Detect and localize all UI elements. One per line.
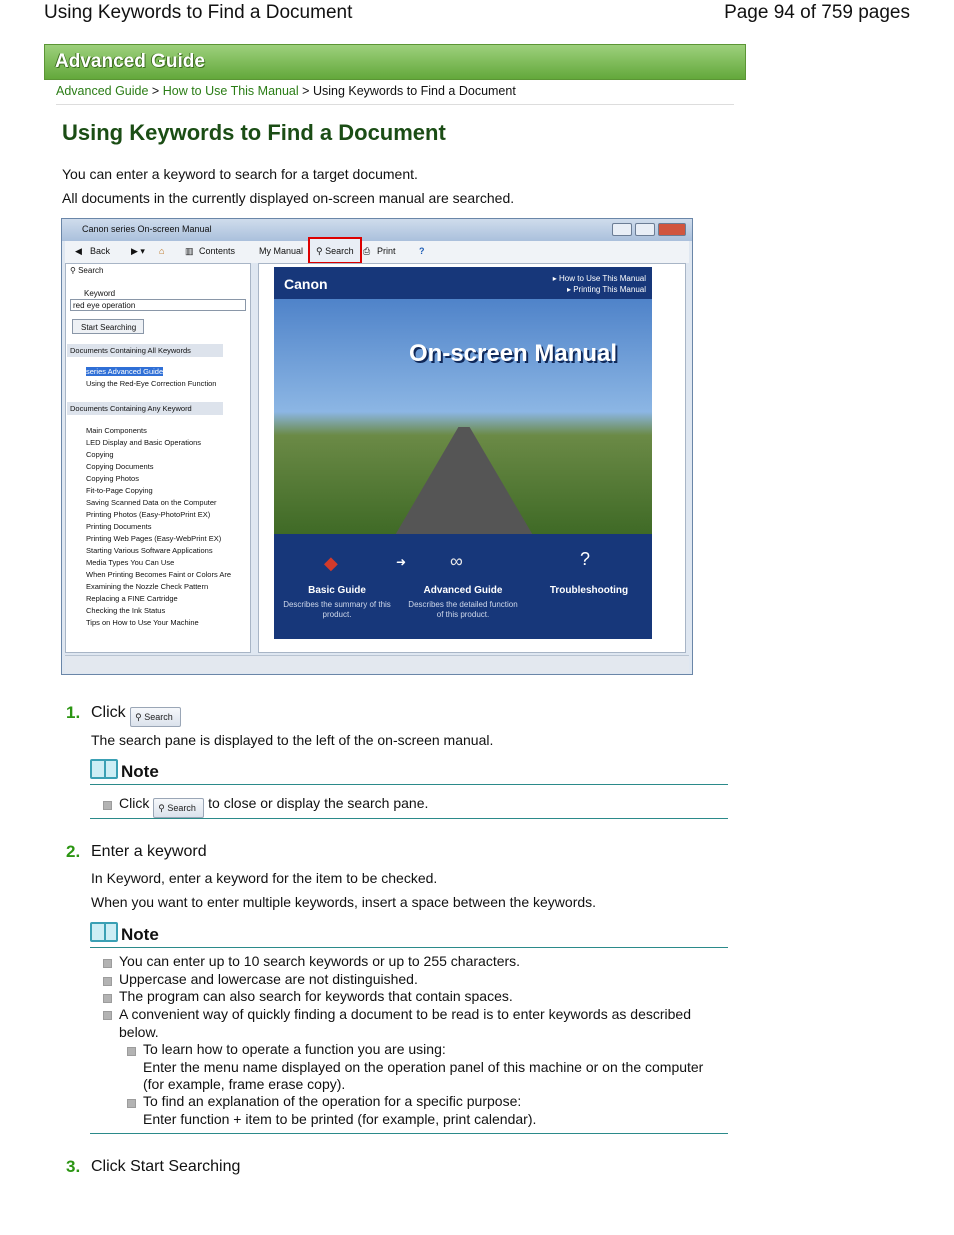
manual-toolbar: ◀ Back ▶ ▾ ⌂ ▥ Contents My Manual ⚲ Search ⎙ Print ?: [65, 241, 689, 263]
search-result-item: Media Types You Can Use: [86, 558, 175, 567]
search-result-item: Fit-to-Page Copying: [86, 486, 153, 495]
search-button-highlighted: ⚲ Search: [308, 237, 362, 264]
search-icon: ⚲: [158, 803, 165, 813]
search-result-item: Printing Web Pages (Easy-WebPrint EX): [86, 534, 222, 543]
search-result-item: LED Display and Basic Operations: [86, 438, 202, 447]
page-header-title: Using Keywords to Find a Document: [44, 2, 353, 23]
note-2-item-2: Uppercase and lowercase are not distinguished.: [119, 971, 418, 987]
search-result-item: Starting Various Software Applications: [86, 546, 213, 555]
intro-line-1: You can enter a keyword to search for a target document.: [62, 166, 418, 182]
step-1-desc: The search pane is displayed to the left of the on-screen manual.: [91, 732, 494, 748]
step-1-number: 1.: [66, 703, 81, 722]
note-2-end: [90, 1133, 728, 1134]
page-number: Page 94 of 759 pages: [724, 2, 910, 23]
close-icon: [658, 223, 686, 236]
search-icon: ⚲: [135, 712, 142, 722]
road-photo: [274, 299, 652, 534]
search-result-item: When Printing Becomes Faint or Colors Are: [86, 570, 232, 579]
divider: [56, 104, 734, 105]
manual-view: Canon ▸ How to Use This Manual ▸ Printing This Manual On-screen Manual ◆ ➜ ∞ ? Basic Guide Describes the summary of this product. Advanced Guide Describes the detailed function of this product. Troubleshooting: [258, 263, 686, 653]
note-2-header: Note: [90, 922, 728, 948]
maximize-icon: [635, 223, 655, 236]
print-icon: ⎙: [363, 246, 371, 256]
start-searching-button: Start Searching: [72, 319, 144, 334]
search-result-item: Examining the Nozzle Check Pattern: [86, 582, 209, 591]
intro-line-2: All documents in the currently displayed on-screen manual are searched.: [62, 190, 515, 206]
step-2-desc-2: When you want to enter multiple keywords, insert a space between the keywords.: [91, 894, 597, 910]
keyword-input: red eye operation: [70, 299, 246, 311]
note-1-end: [90, 818, 728, 819]
note-2-subitem-1: To learn how to operate a function you are using: Enter the menu name displayed on the operation panel of this machine or on the computer (for example, frame erase copy).: [143, 1041, 723, 1094]
breadcrumb: Advanced Guide > How to Use This Manual > Using Keywords to Find a Document: [56, 84, 516, 98]
status-bar: [65, 655, 689, 673]
search-result-item: Copying Photos: [86, 474, 139, 483]
minimize-icon: [612, 223, 632, 236]
search-result-item: Printing Documents: [86, 522, 152, 531]
search-result-item: Tips on How to Use Your Machine: [86, 618, 199, 627]
step-2-number: 2.: [66, 842, 81, 861]
search-result-item: Saving Scanned Data on the Computer: [86, 498, 217, 507]
note-2-item-4: A convenient way of quickly finding a document to be read is to enter keywords as described below.: [119, 1005, 719, 1041]
step-1-title: Click ⚲ Search: [91, 704, 181, 727]
search-icon: ⚲: [316, 246, 323, 256]
step-3-number: 3.: [66, 1157, 81, 1176]
canon-logo: Canon: [284, 276, 328, 292]
note-2-item-3: The program can also search for keywords that contain spaces.: [119, 988, 513, 1004]
breadcrumb-how-to-use[interactable]: How to Use This Manual: [162, 84, 299, 98]
help-icon: ?: [419, 246, 425, 256]
page-title: Using Keywords to Find a Document: [62, 120, 446, 145]
forward-icon: ▶ ▾: [131, 246, 145, 256]
step-2-desc-1: In Keyword, enter a keyword for the item to be checked.: [91, 870, 438, 886]
manual-window-screenshot: [61, 218, 693, 675]
breadcrumb-current: Using Keywords to Find a Document: [312, 84, 516, 98]
step-3-title: Click Start Searching: [91, 1158, 241, 1175]
note-2-item-1: You can enter up to 10 search keywords or up to 255 characters.: [119, 953, 521, 969]
search-result-item: Replacing a FINE Cartridge: [86, 594, 178, 603]
note-2-subitem-2: To find an explanation of the operation for a specific purpose: Enter function + item to be printed (for example, print calendar).: [143, 1093, 723, 1128]
search-result-item: Copying Documents: [86, 462, 154, 471]
search-result-item: Checking the Ink Status: [86, 606, 166, 615]
troubleshooting-icon: ?: [580, 549, 591, 569]
binoculars-icon: ∞: [450, 551, 463, 571]
window-title: Canon series On-screen Manual: [62, 219, 692, 241]
breadcrumb-advanced-guide[interactable]: Advanced Guide: [56, 84, 149, 98]
note-icon: [90, 759, 118, 779]
search-button-image: ⚲ Search: [130, 707, 181, 727]
search-button-image: ⚲ Search: [153, 798, 204, 818]
search-result-item: Printing Photos (Easy-PhotoPrint EX): [86, 510, 211, 519]
note-1-item: Click ⚲ Search to close or display the search pane.: [119, 795, 428, 818]
search-result-item: Main Components: [86, 426, 147, 435]
note-1-header: Note: [90, 759, 728, 785]
back-icon: ◀: [75, 246, 82, 256]
arrow-icon: ➜: [396, 555, 407, 569]
book-icon: ◆: [324, 553, 338, 573]
section-banner: Advanced Guide: [44, 44, 746, 80]
search-pane: ⚲ Search Keyword red eye operation Start Searching Documents Containing All Keywords series Advanced Guide Using the Red-Eye Correction Function Documents Containing Any Keyword Main Components LED Display and Basic Operations Copying Copying Documents Copying Photos Fit-to-Page Copying Saving Scanned Data on the Computer Printing Photos (Easy-PhotoPrint EX) Printing Documents Printing Web Pages (Easy-WebPrint EX) Starting Various Software Applications Media Types You Can Use When Printing Becomes Faint or Colors Are Examining the Nozzle Check Pattern Replacing a FINE Cartridge Checking the Ink Status Tips on How to Use Your Machine: [65, 263, 251, 653]
step-2-title: Enter a keyword: [91, 843, 207, 860]
contents-icon: ▥: [185, 246, 194, 256]
search-pane-title: ⚲ Search: [70, 266, 104, 275]
manual-title: On-screen Manual: [409, 340, 618, 367]
home-icon: ⌂: [159, 246, 165, 256]
search-result-item: Copying: [86, 450, 114, 459]
note-icon: [90, 922, 118, 942]
